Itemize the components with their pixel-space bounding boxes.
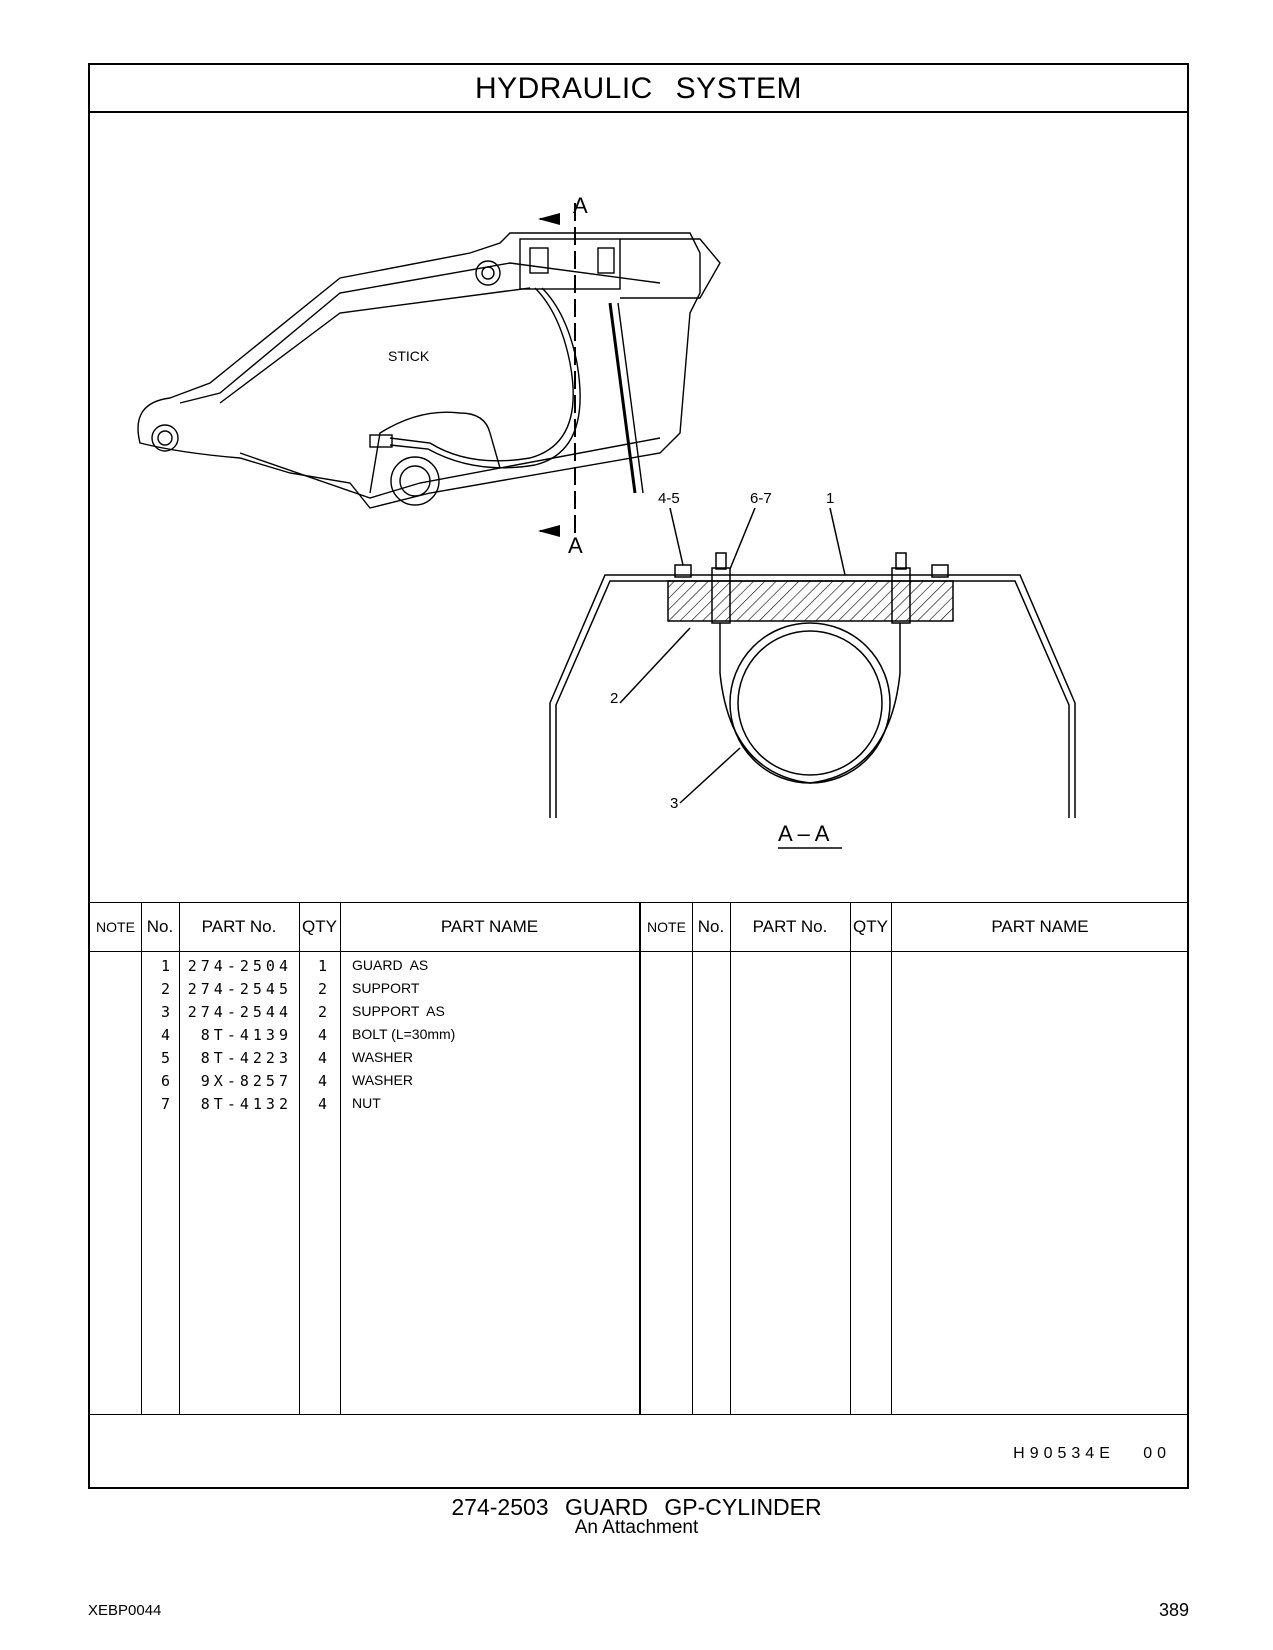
table-row: [90, 980, 639, 1003]
parts-drawing: [90, 113, 1187, 903]
table-row: [90, 1026, 639, 1049]
row-qty: 4: [317, 1049, 327, 1067]
header-qty: QTY: [302, 917, 337, 936]
table-row: [90, 1049, 639, 1072]
callout-1: 1: [826, 490, 835, 507]
row-part-name: NUT: [352, 1095, 381, 1111]
section-title: A – A: [778, 821, 830, 846]
row-qty: 2: [317, 1003, 327, 1021]
exploded-view-illustration: [90, 113, 1187, 903]
row-part-name: SUPPORT: [352, 980, 420, 996]
table-row: [90, 1003, 639, 1026]
row-no: 3: [160, 1003, 170, 1021]
row-part-no: 8T-4139: [200, 1026, 292, 1044]
row-qty: 1: [317, 957, 327, 975]
table-middle-divider: [639, 903, 641, 1414]
row-part-no: 9X-8257: [200, 1072, 292, 1090]
column-divider: [692, 903, 693, 1414]
parts-page-frame: [88, 63, 1189, 1489]
parts-list-table: [90, 903, 1187, 1415]
table-row: [90, 1095, 639, 1118]
table-row: [90, 957, 639, 980]
row-qty: 4: [317, 1072, 327, 1090]
header-qty-right: QTY: [853, 917, 888, 936]
section-marker-bottom: A: [568, 533, 583, 558]
row-no: 6: [160, 1072, 170, 1090]
row-part-name: WASHER: [352, 1049, 413, 1065]
page-number: 389: [1158, 1600, 1189, 1620]
header-note-right: NOTE: [647, 919, 686, 935]
column-divider: [891, 903, 892, 1414]
row-part-no: 8T-4223: [200, 1049, 292, 1067]
row-part-name: SUPPORT AS: [352, 1003, 445, 1019]
header-no-right: No.: [697, 917, 725, 936]
assembly-caption: 274-2503 GUARD GP-CYLINDER: [451, 1494, 822, 1520]
assembly-subcaption: An Attachment: [574, 1517, 699, 1538]
row-qty: 2: [317, 980, 327, 998]
column-divider: [850, 903, 851, 1414]
callout-3: 3: [670, 795, 679, 812]
row-no: 1: [160, 957, 170, 975]
row-part-name: WASHER: [352, 1072, 413, 1088]
stick-label: STICK: [388, 348, 430, 364]
column-divider: [730, 903, 731, 1414]
row-part-no: 274-2545: [187, 980, 292, 998]
row-no: 7: [160, 1095, 170, 1113]
page-title: HYDRAULIC SYSTEM: [90, 65, 1187, 113]
header-part-name: PART NAME: [440, 917, 539, 936]
row-no: 5: [160, 1049, 170, 1067]
drawing-reference-code: H90534E 00: [1013, 1445, 1171, 1462]
header-no: No.: [146, 917, 174, 936]
row-no: 4: [160, 1026, 170, 1044]
header-note: NOTE: [96, 919, 135, 935]
document-code: XEBP0044: [88, 1602, 162, 1619]
row-qty: 4: [317, 1026, 327, 1044]
table-row: [90, 1072, 639, 1095]
row-part-name: BOLT (L=30mm): [352, 1026, 456, 1042]
header-part-no: PART No.: [201, 917, 277, 936]
row-part-no: 274-2544: [187, 1003, 292, 1021]
row-no: 2: [160, 980, 170, 998]
row-part-name: GUARD AS: [352, 957, 429, 973]
header-part-no-right: PART No.: [752, 917, 828, 936]
callout-2: 2: [610, 690, 619, 707]
header-part-name-right: PART NAME: [991, 917, 1089, 936]
callout-4-5: 4-5: [658, 490, 680, 507]
row-part-no: 8T-4132: [200, 1095, 292, 1113]
section-marker-top: A: [573, 193, 588, 218]
callout-6-7: 6-7: [750, 490, 772, 507]
row-qty: 4: [317, 1095, 327, 1113]
row-part-no: 274-2504: [187, 957, 292, 975]
